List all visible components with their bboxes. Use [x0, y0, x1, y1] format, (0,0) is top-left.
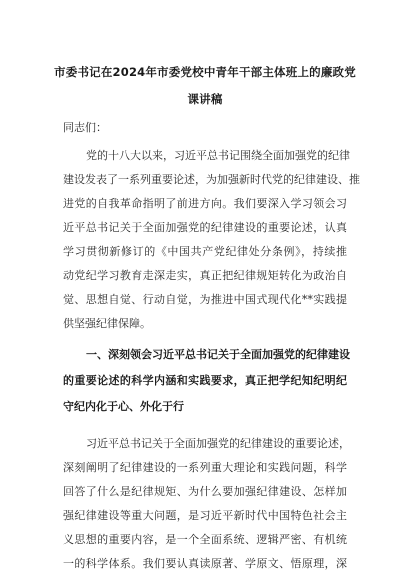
paragraph-2-line: 回答了什么是纪律规矩、为什么要加强纪律建设、怎样加	[63, 485, 347, 498]
document-title-line-2: 课讲稿	[187, 92, 223, 106]
paragraph-1-line: 觉、思想自觉、行动自觉，为推进中国式现代化**实践提	[63, 293, 347, 306]
paragraph-1-line: 进党的自我革命指明了前进方向。我们要深入学习领会习	[63, 197, 347, 210]
paragraph-2-line: 深刻阐明了纪律建设的一系列重大理论和实践问题，科学	[63, 461, 347, 474]
salutation: 同志们：	[63, 121, 107, 134]
paragraph-1-line: 近平总书记关于全面加强党的纪律建设的重要论述，认真	[63, 221, 347, 234]
paragraph-1-line: 党的十八大以来，习近平总书记围绕全面加强党的纪律	[86, 149, 350, 162]
paragraph-1-line: 建设发表了一系列重要论述，为加强新时代党的纪律建设、推	[63, 173, 360, 186]
paragraph-1-line: 动党纪学习教育走深走实，真正把纪律规矩转化为政治自	[63, 269, 347, 282]
paragraph-1-line: 学习贯彻新修订的《中国共产党纪律处分条例》，持续推	[63, 245, 347, 258]
section-1-heading-line: 一、深刻领会习近平总书记关于全面加强党的纪律建设	[86, 348, 350, 361]
paragraph-2-line: 习近平总书记关于全面加强党的纪律建设的重要论述，	[86, 437, 350, 450]
document-title-line-1: 市委书记在2024年市委党校中青年干部主体班上的廉政党	[54, 65, 356, 79]
paragraph-1-line: 供坚强纪律保障。	[63, 317, 151, 330]
paragraph-2-line: 一的科学体系。我们要认真读原著、学原文、悟原理，深	[63, 557, 347, 570]
section-1-heading-line: 守纪内化于心、外化于行	[63, 400, 184, 413]
section-1-heading-line: 的重要论述的科学内涵和实践要求，真正把学纪知纪明纪	[63, 374, 347, 387]
paragraph-2-line: 强纪律建设等重大问题，是习近平新时代中国特色社会主	[63, 509, 347, 522]
paragraph-2-line: 义思想的重要内容，是一个全面系统、逻辑严密、有机统	[63, 533, 347, 546]
